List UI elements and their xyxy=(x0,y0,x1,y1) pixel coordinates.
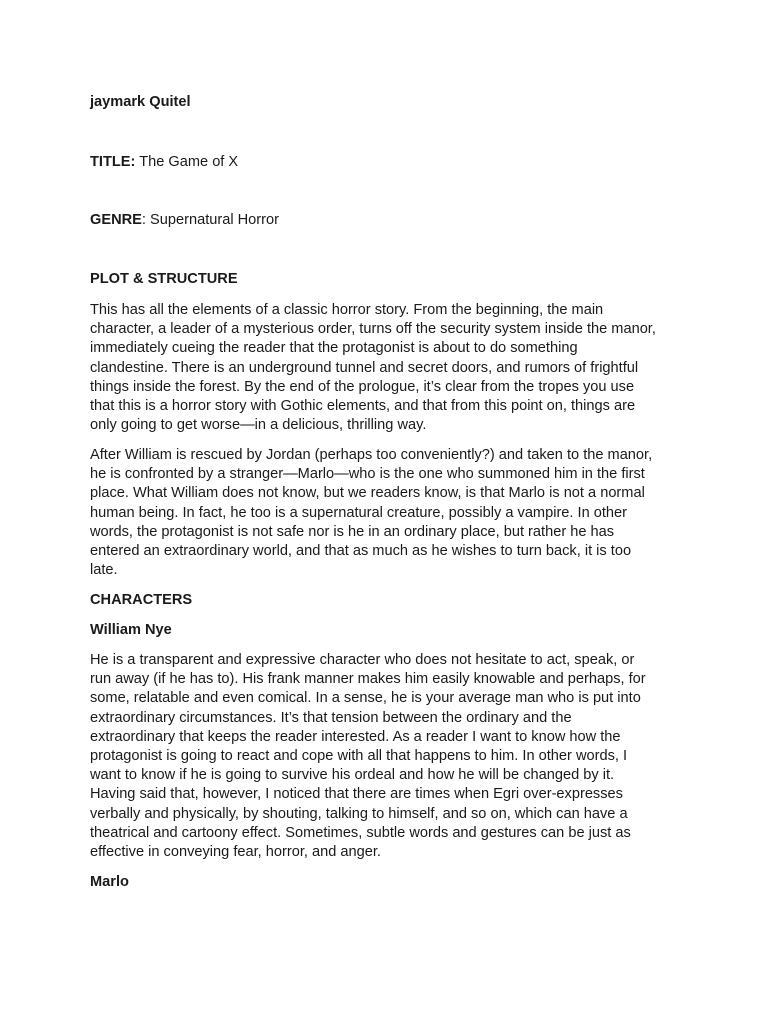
plot-paragraph-2 xyxy=(90,446,710,580)
plot-paragraph-1 xyxy=(90,301,710,435)
paragraph-line: verbally and physically, by shouting, talking to himself, and so on, which can have a xyxy=(90,805,628,822)
genre-value: : Supernatural Horror xyxy=(141,212,279,228)
paragraph-line: After William is rescued by Jordan (perhaps too conveniently?) and taken to the manor, xyxy=(90,447,653,463)
paragraph-line: that this is a horror story with Gothic elements, and that from this point on, things are xyxy=(90,398,636,415)
paragraph-line: he is confronted by a stranger—Marlo—who is the one who summoned him in the first xyxy=(90,466,645,483)
paragraph-line: He is a transparent and expressive character who does not hesitate to act, speak, or xyxy=(90,652,635,668)
paragraph-line: immediately cueing the reader that the protagonist is about to do something xyxy=(90,340,578,357)
paragraph-line: things inside the forest. By the end of the prologue, it’s clear from the tropes you use xyxy=(90,378,635,395)
paragraph-line: words, the protagonist is not safe nor is he in an ordinary place, but rather he has xyxy=(90,523,615,540)
genre-label: GENRE xyxy=(90,212,142,228)
paragraph-line: late. xyxy=(90,562,118,579)
paragraph-line: protagonist is going to react and cope with all that happens to him. In other words, I xyxy=(90,748,628,765)
plot-heading: PLOT & STRUCTURE xyxy=(90,271,238,287)
paragraph-line: Having said that, however, I noticed that there are times when Egri over-expresses xyxy=(90,786,623,803)
paragraph-line: character, a leader of a mysterious order, turns off the security system inside the manor, xyxy=(90,321,656,338)
paragraph-line: entered an extraordinary world, and that as much as he wishes to turn back, it is too xyxy=(90,543,632,560)
paragraph-line: want to know if he is going to survive his ordeal and how he will be changed by it. xyxy=(90,767,615,784)
paragraph-line: extraordinary that keeps the reader interested. As a reader I want to know how the xyxy=(90,728,621,745)
character-1-paragraph xyxy=(90,651,710,862)
title-label: TITLE: xyxy=(90,154,136,170)
genre-line xyxy=(90,211,710,230)
paragraph-line: some, relatable and even comical. In a sense, he is your average man who is put into xyxy=(90,690,641,707)
character-1-name: William Nye xyxy=(90,622,172,638)
title-value: The Game of X xyxy=(135,154,239,170)
characters-heading: CHARACTERS xyxy=(90,592,193,608)
paragraph-line: theatrical and cartoony effect. Sometimes, subtle words and gestures can be just as xyxy=(90,824,631,841)
paragraph-line: extraordinary circumstances. It’s that tension between the ordinary and the xyxy=(90,709,572,726)
paragraph-line: human being. In fact, he too is a supernatural creature, possibly a vampire. In other xyxy=(90,504,628,521)
paragraph-line: place. What William does not know, but we readers know, is that Marlo is not a normal xyxy=(90,485,645,502)
paragraph-line: This has all the elements of a classic horror story. From the beginning, the main xyxy=(90,302,604,318)
paragraph-line: clandestine. There is an underground tunnel and secret doors, and rumors of frightful xyxy=(90,359,639,376)
title-line xyxy=(90,153,710,172)
paragraph-line: only going to get worse—in a delicious, thrilling way. xyxy=(90,417,427,434)
author-name: jaymark Quitel xyxy=(90,94,191,110)
paragraph-line: effective in conveying fear, horror, and anger. xyxy=(90,844,381,861)
character-2-name: Marlo xyxy=(90,874,129,890)
paragraph-line: run away (if he has to). His frank manner makes him easily knowable and perhaps, for xyxy=(90,671,646,688)
